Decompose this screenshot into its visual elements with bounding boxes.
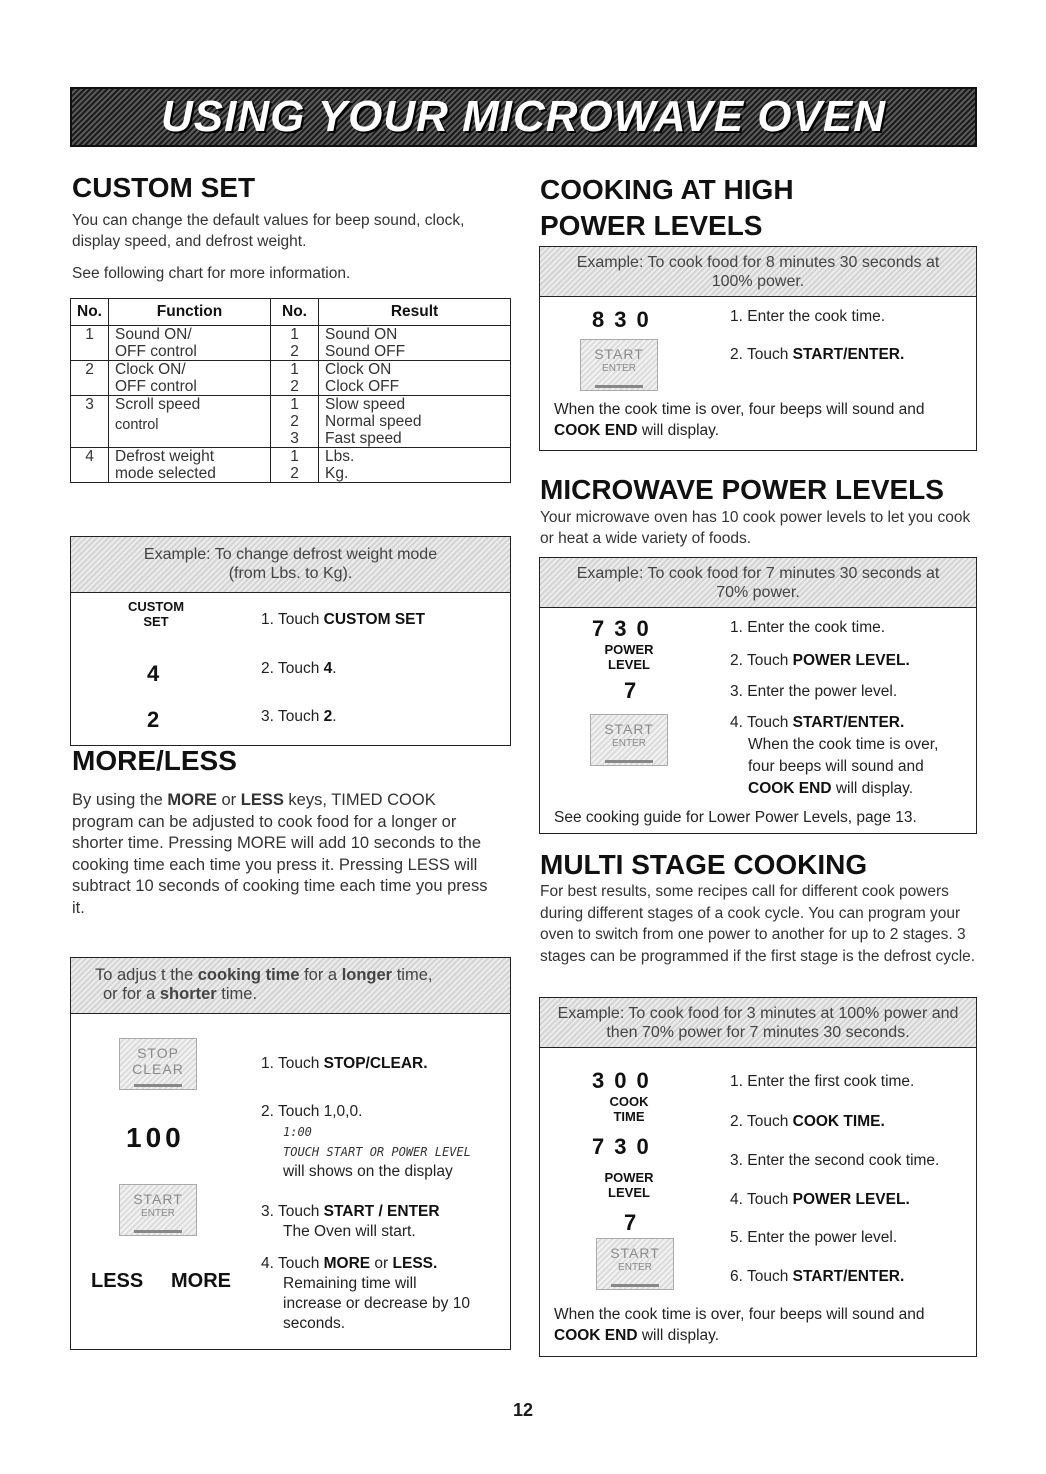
col-header-no-2: No.	[271, 299, 319, 326]
example-header: Example: To cook food for 7 minutes 30 seconds at 70% power.	[540, 558, 976, 608]
step-1: 1. Enter the cook time.	[730, 308, 886, 325]
row-results: Clock ON Clock OFF	[319, 361, 511, 396]
number-300: 300	[592, 1068, 659, 1093]
row-option-nums: 1 2	[271, 361, 319, 396]
step-1: 1. Touch CUSTOM SET	[261, 611, 425, 628]
key-2: 2	[147, 707, 170, 732]
row-option-nums: 1 2	[271, 326, 319, 361]
number-730: 730	[592, 616, 659, 641]
step-2: 2. Touch COOK TIME.	[730, 1113, 885, 1130]
step-2: 2. Touch 1,0,0. 1:00 TOUCH START OR POWER LEVEL will shows on the display	[261, 1103, 471, 1180]
custom-set-title: CUSTOM SET	[72, 172, 256, 203]
row-function: Sound ON/ OFF control	[109, 326, 271, 361]
multi-stage-intro: For best results, some recipes call for different cook powers during different stages of a cook cycle. You can program your oven to switch from one power to another for up to 2 stages. 3 stages can be programmed if the first stage is the defrost cycle.	[540, 883, 976, 965]
step-3: 3. Enter the power level.	[730, 683, 898, 700]
row-function: Clock ON/ OFF control	[109, 361, 271, 396]
page-banner	[70, 87, 977, 147]
start-enter-button[interactable]: START ENTER	[119, 1184, 197, 1236]
more-key: MORE	[171, 1270, 231, 1292]
row-results: Slow speed Normal speed Fast speed	[319, 396, 511, 448]
custom-set-intro: You can change the default values for beep sound, clock, display speed, and defrost weight.	[72, 212, 465, 250]
step-4: 4. Touch START/ENTER. When the cook time is over, four beeps will sound and COOK END will display.	[730, 714, 939, 797]
row-option-nums: 1 2	[271, 448, 319, 483]
example-header: Example: To cook food for 3 minutes at 100% power and then 70% power for 7 minutes 30 seconds.	[540, 998, 976, 1048]
start-enter-button[interactable]: START ENTER	[590, 714, 668, 766]
more-less-title: MORE/LESS	[72, 745, 237, 776]
start-enter-button[interactable]: START ENTER	[596, 1238, 674, 1290]
step-1: 1. Enter the first cook time.	[730, 1073, 915, 1090]
banner-title: USING YOUR MICROWAVE OVEN	[160, 92, 886, 141]
start-enter-button[interactable]: START ENTER	[580, 339, 658, 391]
power-levels-example-box	[539, 557, 977, 834]
number-730: 730	[592, 1134, 659, 1159]
custom-set-table	[70, 298, 511, 483]
step-3: 3. Touch 2.	[261, 708, 337, 725]
table-row	[71, 326, 511, 361]
step-2: 2. Touch POWER LEVEL.	[730, 652, 910, 669]
step-3: 3. Enter the second cook time.	[730, 1152, 940, 1169]
step-3: 3. Touch START / ENTER The Oven will start.	[261, 1203, 440, 1240]
row-function: Defrost weight mode selected	[109, 448, 271, 483]
custom-set-chart-note: See following chart for more information.	[72, 265, 351, 282]
stop-clear-button[interactable]: STOP CLEAR	[119, 1038, 197, 1090]
step-2: 2. Touch START/ENTER.	[730, 346, 905, 363]
number-100: 100	[126, 1122, 185, 1153]
more-less-example-box	[70, 957, 511, 1350]
multi-stage-example-box	[539, 997, 977, 1357]
step-6: 6. Touch START/ENTER.	[730, 1268, 905, 1285]
power-level-key: POWER LEVEL	[604, 642, 654, 672]
row-no: 2	[71, 361, 109, 396]
col-header-no: No.	[71, 299, 109, 326]
high-power-example-box	[539, 246, 977, 451]
step-5: 5. Enter the power level.	[730, 1229, 898, 1246]
high-power-footer: When the cook time is over, four beeps will sound and COOK END will display.	[554, 401, 925, 439]
more-less-description: By using the MORE or LESS keys, TIMED COOK program can be adjusted to cook food for a longer or shorter time. Pressing MORE will add 10 seconds to the cooking time each time you press it. Pressing LESS will subtract 10 seconds of cooking time each time you press it.	[72, 791, 488, 917]
power-levels-title: MICROWAVE POWER LEVELS	[540, 474, 944, 505]
table-row	[71, 448, 511, 483]
step-1: 1. Enter the cook time.	[730, 619, 886, 636]
number-830: 830	[592, 307, 659, 332]
high-power-title: COOKING AT HIGH POWER LEVELS	[540, 174, 794, 241]
custom-set-example-box	[70, 536, 511, 746]
power-levels-footer: See cooking guide for Lower Power Levels, page 13.	[554, 809, 917, 826]
step-4: 4. Touch MORE or LESS. Remaining time will increase or decrease by 10 seconds.	[261, 1255, 470, 1332]
row-option-nums: 1 2 3	[271, 396, 319, 448]
table-row	[71, 361, 511, 396]
multi-stage-title: MULTI STAGE COOKING	[540, 849, 868, 880]
col-header-function: Function	[109, 299, 271, 326]
row-no: 4	[71, 448, 109, 483]
step-2: 2. Touch 4.	[261, 660, 337, 677]
power-levels-intro: Your microwave oven has 10 cook power levels to let you cook or heat a wide variety of foods.	[540, 509, 971, 547]
row-results: Sound ON Sound OFF	[319, 326, 511, 361]
example-header: Example: To change defrost weight mode (from Lbs. to Kg).	[71, 537, 510, 593]
custom-set-key: CUSTOM SET	[127, 599, 185, 629]
row-function: Scroll speed control	[109, 396, 271, 448]
table-header-row	[71, 299, 511, 326]
number-7: 7	[624, 678, 647, 703]
less-key: LESS	[91, 1270, 144, 1292]
cook-time-key: COOK TIME	[609, 1094, 649, 1124]
row-no: 3	[71, 396, 109, 448]
key-4: 4	[147, 661, 170, 686]
power-level-key: POWER LEVEL	[604, 1170, 654, 1200]
page-number: 12	[512, 1400, 534, 1420]
step-1: 1. Touch STOP/CLEAR.	[261, 1055, 428, 1072]
example-header: Example: To cook food for 8 minutes 30 seconds at 100% power.	[540, 247, 976, 297]
example-header: To adjus t the cooking time for a longer time, or for a shorter time.	[71, 958, 510, 1014]
row-results: Lbs. Kg.	[319, 448, 511, 483]
col-header-result: Result	[319, 299, 511, 326]
table-row	[71, 396, 511, 448]
number-7: 7	[624, 1210, 647, 1235]
multi-stage-footer: When the cook time is over, four beeps will sound and COOK END will display.	[554, 1306, 925, 1344]
step-4: 4. Touch POWER LEVEL.	[730, 1191, 910, 1208]
row-no: 1	[71, 326, 109, 361]
